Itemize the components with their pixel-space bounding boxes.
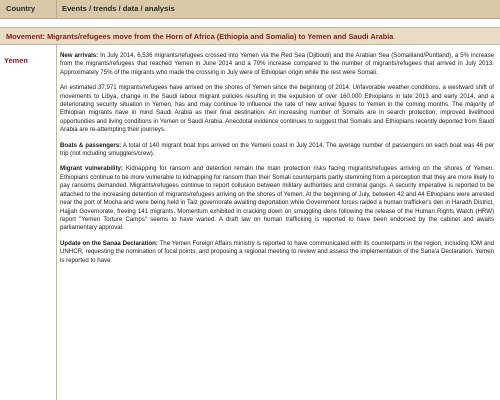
header-divider bbox=[56, 0, 57, 18]
paragraph-text: Kidnapping for ransom and detention remain the main protection risks facing migrants/refugees arriving on the shores of Yemen. Ethiopians continue to be more vulnerable to kidnapping for ransom than their Somali counterparts partly stemming from a perception that they are more likely to pay ransoms demanded. Migrants/refugees continue to report collusion between military authorities and criminal gangs. A security imperative is reported to be attached to the increasing detention of migrants/refugees arriving on the shores of Yemen. At the beginning of July, between 42 and 44 Ethiopians were arrested near the port of Mocha and were being held in Taiz governorate awaiting deportation while Government forces raided a human trafficker's den in Haradh District, Hajjah Governorate, freeing 141 migrants. Momentum exhibited in cracking down on smuggling dens following the release of the Human Rights Watch (HRW) report "Yemen Torture Camps" seems to have waned. A draft law on human trafficking is reported to have been endorsed by the cabinet and awaits parliamentary approval. bbox=[60, 165, 495, 232]
paragraph-text: The Yemen Foreign Affairs ministry is reported to have communicated with its counterparts in the region, including IOM and UNHCR, requesting the nomination of focal points, and proposing a regional meeting to review and assess the implementation of the Sana'a Declaration. Yemen is reported to have bbox=[60, 239, 494, 264]
movement-row bbox=[0, 27, 500, 45]
analysis-paragraph bbox=[60, 52, 494, 77]
analysis-cell bbox=[60, 52, 494, 272]
analysis-paragraph bbox=[60, 84, 494, 134]
movement-label: Movement: Migrants/refugees move from the Horn of Africa (Ethiopia and Somalia) to Yemen and Saudi Arabia bbox=[6, 31, 394, 41]
table-header bbox=[0, 0, 500, 19]
analysis-paragraph bbox=[60, 165, 494, 232]
analysis-paragraph bbox=[60, 240, 494, 265]
events-column-header: Events / trends / data / analysis bbox=[62, 4, 175, 13]
paragraph-lead: Update on the Sanaa Declaration: bbox=[60, 239, 158, 247]
paragraph-lead: New arrivals: bbox=[60, 52, 99, 59]
analysis-paragraph bbox=[60, 142, 494, 159]
paragraph-lead: Migrant vulnerability: bbox=[60, 165, 123, 173]
country-column-header: Country bbox=[6, 4, 36, 13]
paragraph-text: An estimated 37,971 migrants/refugees have arrived on the shores of Yemen since the beginning of 2014. Unfavorable weather conditions, a westward shift of movements to Libya, change in the Saudi labour migrant policies resulting in the expulsion of over 160,000 Ethiopians in late 2013 and early 2014, and a deteriorating security situation in Yemen, has and may continue to influence the rate of new arrival figures to Yemen in the coming months. The majority of Ethiopian migrants have in mind Saudi Arabia as their final destination. An increasing number of Somalis are in search protection, improved livelihood opportunities and living conditions in Yemen or Saudi Arabia. Anecdotal evidence continues to suggest that Somalis and Ethiopians recently deported from Saudi Arabia are re-attempting their journeys. bbox=[60, 84, 494, 134]
paragraph-text: In July 2014, 6,536 migrants/refugees crossed into Yemen via the Red Sea (Djibouti) and the Arabian Sea (Somaliland/Puntland), a 5% increase from the migrants/refugees that reached Yemen in June 2014 and a 70% increase compared to the number of migrants/refugees that arrived in July 2013. Approximately 75% of the migrants who made the crossing in July were of Ethiopian origin while the rest were Somali. bbox=[60, 52, 495, 76]
column-divider bbox=[56, 44, 57, 400]
paragraph-lead: Boats & passengers: bbox=[60, 141, 122, 149]
paragraph-text: A total of 140 migrant boat trips arrived on the Yemeni coast in July 2014. The average number of passengers on each boat was 46 per trip (not including smugglers/crew). bbox=[60, 141, 494, 158]
country-cell: Yemen bbox=[4, 56, 28, 65]
